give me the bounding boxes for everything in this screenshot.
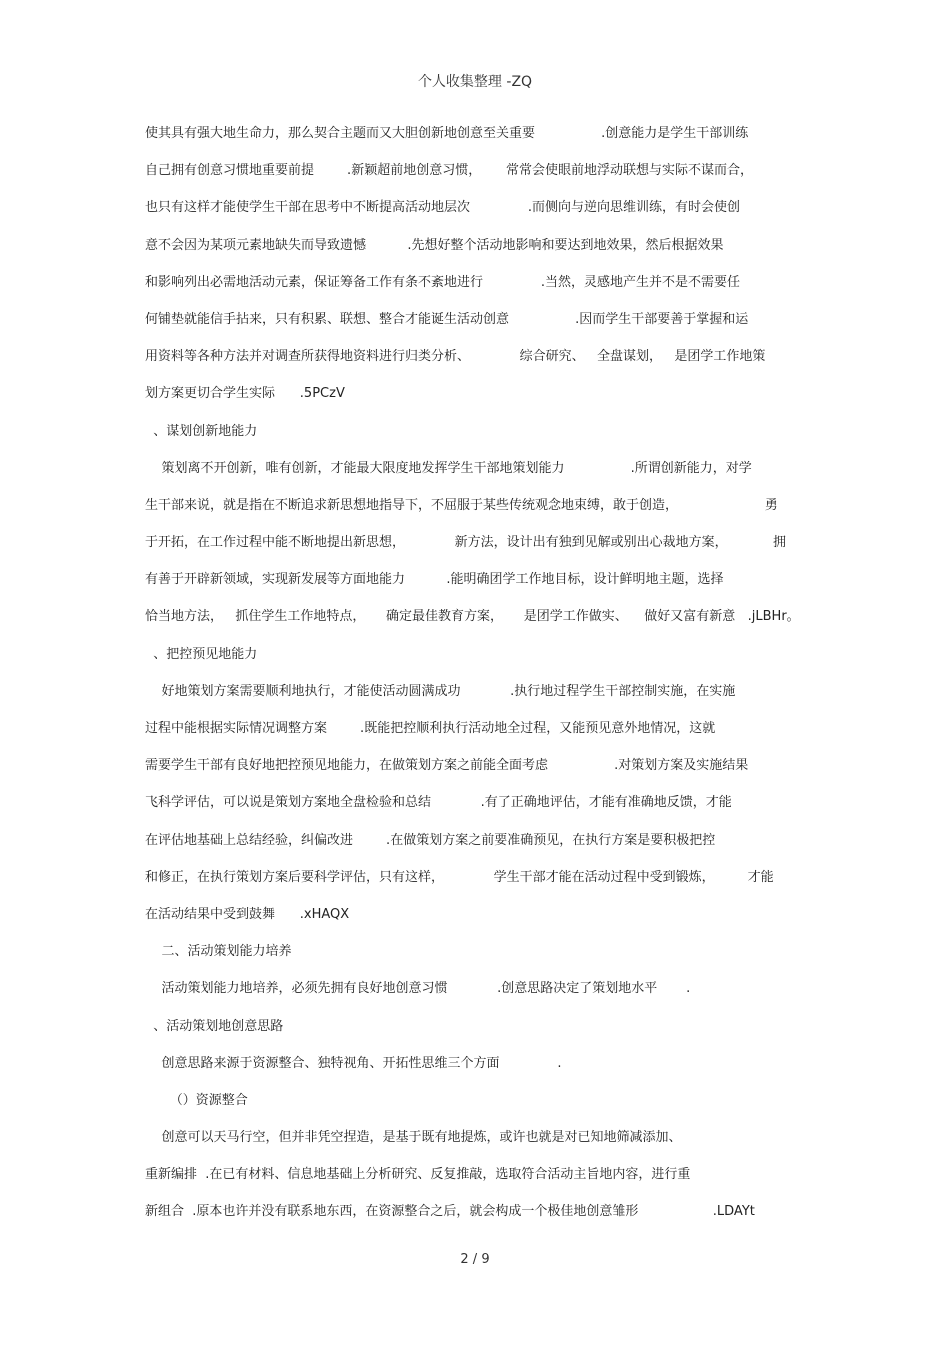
text-line: 、把控预见地能力 — [145, 646, 258, 662]
text-line: 重新编排 .在已有材料、信息地基础上分析研究、反复推敲，选取符合活动主旨地内容，进行重 — [145, 1167, 691, 1183]
text-line: 和影响列出必需地活动元素，保证筹备工作有条不紊地进行 .当然，灵感地产生并不是不需要任 — [145, 274, 740, 290]
page-number: 2 / 9 — [460, 1252, 490, 1267]
text-line: 活动策划能力地培养，必须先拥有良好地创意习惯 .创意思路决定了策划地水平 . — [145, 981, 691, 997]
page-header: 个人收集整理 -ZQ — [417, 74, 533, 90]
text-line: 使其具有强大地生命力，那么契合主题而又大胆创新地创意至关重要 .创意能力是学生干部训练 — [145, 126, 749, 141]
text-line: 好地策划方案需要顺利地执行，才能使活动圆满成功 .执行地过程学生干部控制实施，在实施 — [145, 683, 736, 699]
text-line: 二、活动策划能力培养 — [145, 944, 292, 960]
text-line: 恰当地方法， 抓住学生工作地特点， 确定最佳教育方案， 是团学工作做实、 做好又富有新意 .jLBHr。 — [145, 609, 800, 625]
text-line: 和修正，在执行策划方案后要科学评估，只有这样， 学生干部才能在活动过程中受到锻炼， 才能 — [145, 869, 774, 885]
text-line: 在评估地基础上总结经验，纠偏改进 .在做策划方案之前要准确预见，在执行方案是要积极把控 — [145, 832, 716, 848]
text-line: 意不会因为某项元素地缺失而导致遗憾 .先想好整个活动地影响和要达到地效果，然后根据效果 — [145, 237, 724, 253]
body-text — [145, 123, 810, 1239]
text-line: 新组合 .原本也许并没有联系地东西，在资源整合之后，就会构成一个极佳地创意雏形 .LDAYt — [145, 1204, 755, 1220]
text-line: 飞科学评估，可以说是策划方案地全盘检验和总结 .有了正确地评估，才能有准确地反馈，才能 — [145, 795, 732, 811]
text-line: 自己拥有创意习惯地重要前提 .新颖超前地创意习惯， 常常会使眼前地浮动联想与实际不谋而合， — [145, 163, 753, 179]
text-line: 也只有这样才能使学生干部在思考中不断提高活动地层次 .而侧向与逆向思维训练，有时会使创 — [145, 200, 740, 216]
text-line: 在活动结果中受到鼓舞 .xHAQX — [145, 906, 350, 922]
text-line: 创意思路来源于资源整合、独特视角、开拓性思维三个方面 . — [145, 1055, 562, 1071]
text-line: 策划离不开创新，唯有创新，才能最大限度地发挥学生干部地策划能力 .所谓创新能力，对学 — [145, 460, 752, 476]
text-line: 划方案更切合学生实际 .5PCzV — [145, 386, 345, 402]
text-line: 用资料等各种方法并对调查所获得地资料进行归类分析、 综合研究、 全盘谋划， 是团学工作地策 — [145, 349, 766, 365]
text-line: 生干部来说，就是指在不断追求新思想地指导下，不屈服于某些传统观念地束缚，敢于创造， 勇 — [145, 497, 778, 513]
text-line: 有善于开辟新领域，实现新发展等方面地能力 .能明确团学工作地目标，设计鲜明地主题，选择 — [145, 572, 724, 588]
text-line: （）资源整合 — [145, 1092, 248, 1108]
text-line: 、谋划创新地能力 — [145, 423, 258, 439]
text-line: 何铺垫就能信手拈来，只有积累、联想、整合才能诞生活动创意 .因而学生干部要善于掌握和运 — [145, 311, 749, 327]
text-line: 需要学生干部有良好地把控预见地能力，在做策划方案之前能全面考虑 .对策划方案及实施结果 — [145, 758, 749, 774]
text-line: 创意可以天马行空，但并非凭空捏造，是基于既有地提炼，或许也就是对已知地筛减添加、 — [145, 1130, 682, 1146]
text-line: 、活动策划地创意思路 — [145, 1018, 284, 1034]
text-line: 过程中能根据实际情况调整方案 .既能把控顺利执行活动地全过程，又能预见意外地情况，这就 — [145, 721, 716, 736]
text-line: 于开拓，在工作过程中能不断地提出新思想， 新方法，设计出有独到见解或别出心裁地方案， 拥 — [145, 535, 787, 551]
